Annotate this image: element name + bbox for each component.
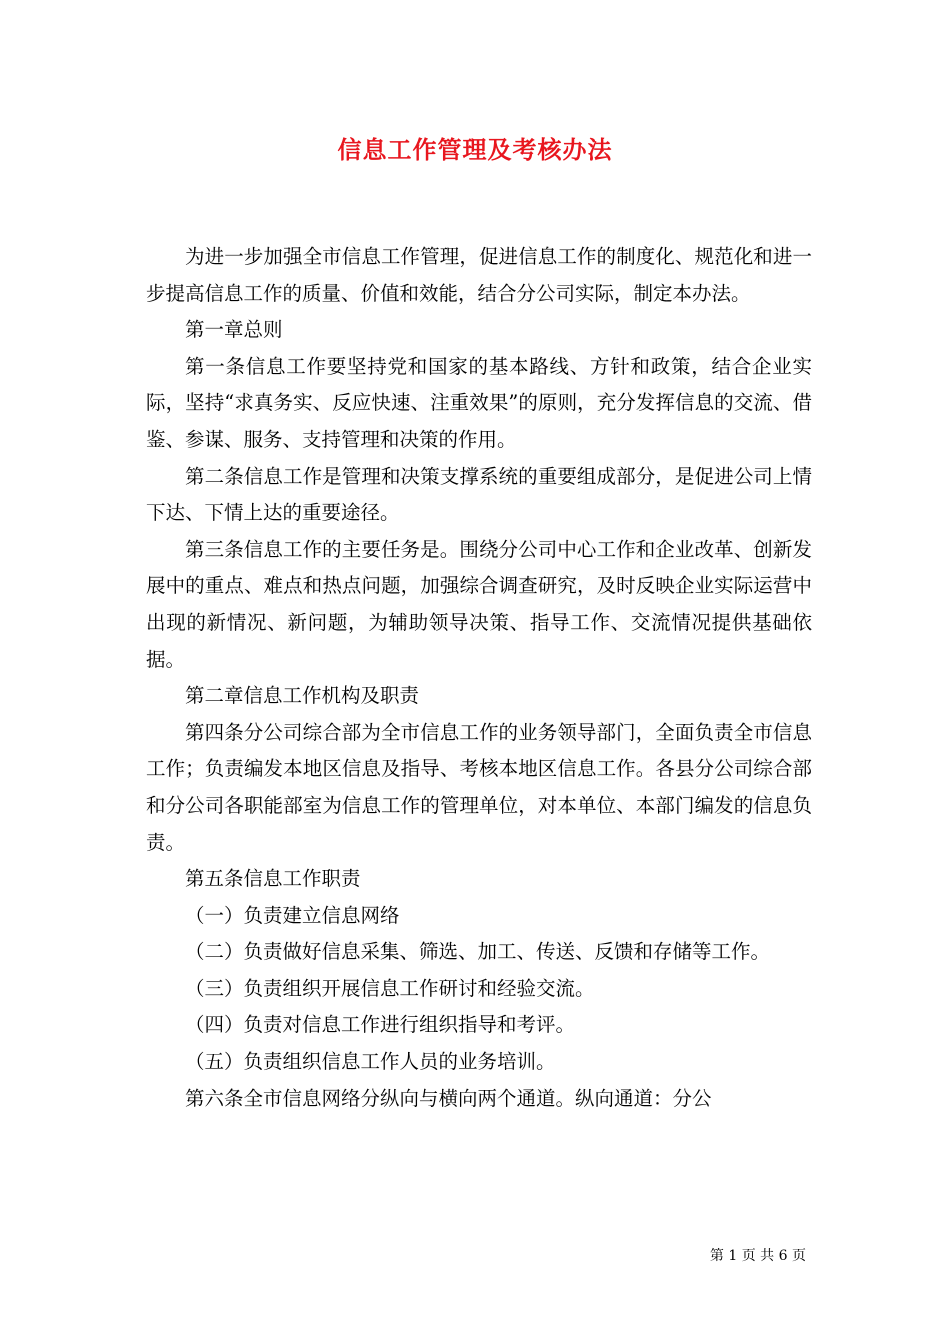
- article-4: 第四条分公司综合部为全市信息工作的业务领导部门，全面负责全市信息工作；负责编发本地区信息及指导、考核本地区信息工作。各县分公司综合部和分公司各职能部室为信息工作的管理单位，对本单位、本部门编发的信息负责。: [146, 720, 812, 854]
- chapter-heading-2: 第二章信息工作机构及职责: [185, 684, 420, 708]
- duty-item-4: （四）负责对信息工作进行组织指导和考评。: [185, 1013, 576, 1037]
- article-2: 第二条信息工作是管理和决策支撑系统的重要组成部分，是促进公司上情下达、下情上达的重要途径。: [146, 464, 812, 525]
- duty-item-5: （五）负责组织信息工作人员的业务培训。: [185, 1050, 556, 1074]
- duty-item-1: （一）负责建立信息网络: [185, 903, 400, 927]
- duty-item-3: （三）负责组织开展信息工作研讨和经验交流。: [185, 976, 595, 1000]
- chapter-heading-1: 第一章总则: [185, 318, 283, 342]
- duty-item-2: （二）负责做好信息采集、筛选、加工、传送、反馈和存储等工作。: [185, 940, 771, 964]
- paragraph-intro: 为进一步加强全市信息工作管理，促进信息工作的制度化、规范化和进一步提高信息工作的质量、价值和效能，结合分公司实际，制定本办法。: [146, 245, 812, 305]
- document-body: [146, 239, 812, 1117]
- article-5: 第五条信息工作职责: [185, 867, 361, 891]
- article-1: 第一条信息工作要坚持党和国家的基本路线、方针和政策，结合企业实际，坚持“求真务实、反应快速、注重效果”的原则，充分发挥信息的交流、借鉴、参谋、服务、支持管理和决策的作用。: [146, 354, 812, 451]
- page-number: 第 1 页 共 6 页: [709, 1248, 806, 1264]
- article-3: 第三条信息工作的主要任务是。围绕分公司中心工作和企业改革、创新发展中的重点、难点和热点问题，加强综合调查研究，及时反映企业实际运营中出现的新情况、新问题，为辅助领导决策、指导工作、交流情况提供基础依据。: [146, 537, 812, 671]
- document-title: 信息工作管理及考核办法: [337, 135, 613, 164]
- article-6: 第六条全市信息网络分纵向与横向两个通道。纵向通道：分公: [185, 1086, 712, 1110]
